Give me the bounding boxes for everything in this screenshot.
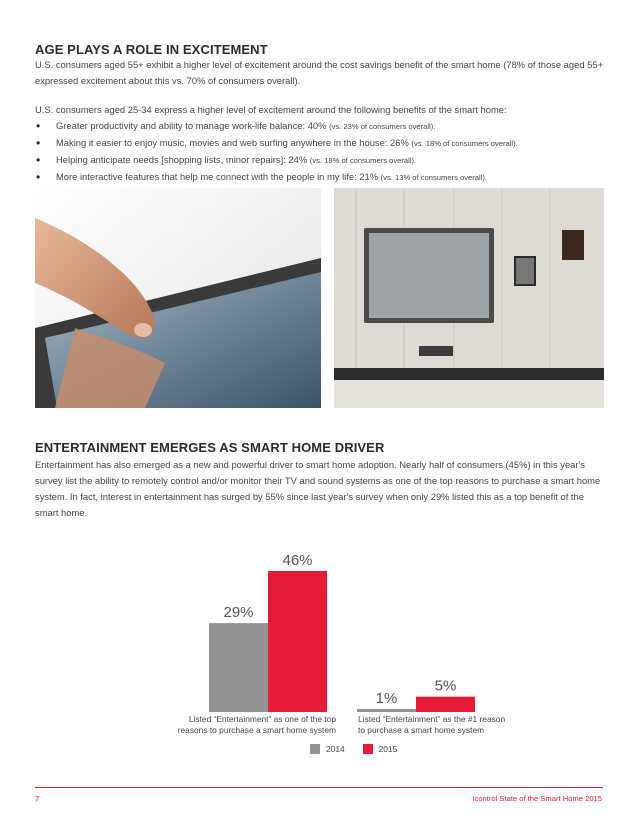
bullet-dot-icon: •	[36, 170, 41, 184]
chart-legend	[310, 744, 397, 754]
bullet-item	[35, 169, 615, 186]
entertainment-paragraph: Entertainment has also emerged as a new and powerful driver to smart home adoption. Nearly half of consumers (45%) in this year's survey list the ability to remotely control and/or monitor their TV and sound systems as one of the top reasons to purchase a smart home system. In fact, interest in entertainment has surged by 55% since last year's survey when only 29% listed this as a top benefit of the smart home.	[35, 459, 601, 518]
bullet-dot-icon: •	[36, 119, 41, 133]
bullet-text: More interactive features that help me connect with the people in my life: 21%	[56, 171, 381, 182]
category-label-number-one	[358, 714, 505, 736]
tablet-touch-illustration	[35, 188, 321, 408]
legend-label-2015: 2015	[378, 744, 398, 754]
data-label-2015-number-one-reason: 5%	[434, 677, 457, 695]
bullet-note: (vs. 13% of consumers overall).	[380, 173, 488, 182]
legend-swatch-2015	[363, 744, 373, 754]
bullet-text: Helping anticipate needs [shopping lists, minor repairs]: 24%	[56, 154, 310, 165]
category-label-line: reasons to purchase a smart home system	[177, 725, 336, 735]
bullet-note: (vs. 18% of consumers overall).	[411, 139, 518, 148]
bullet-text: Making it easier to enjoy music, movies and web surfing anywhere in the house: 26%	[56, 137, 412, 148]
section-heading-entertainment: ENTERTAINMENT EMERGES AS SMART HOME DRIVER	[35, 440, 385, 455]
category-label-line: Listed “Entertainment” as the #1 reason	[358, 714, 506, 724]
legend-label-2014: 2014	[326, 744, 345, 754]
bullet-note: (vs. 23% of consumers overall).	[329, 122, 436, 131]
data-label-2015-top-reasons: 46%	[282, 552, 313, 569]
legend-item-2014	[310, 744, 345, 754]
tv-wall-photo	[334, 188, 604, 408]
category-label-line: to purchase a smart home system	[358, 725, 485, 735]
age-paragraph-55plus: U.S. consumers aged 55+ exhibit a higher level of excitement around the cost savings benefit of the smart home (78% of those aged 55+ expressed excitement about this vs. 70% of consumers overall).	[35, 59, 604, 86]
footer-divider	[35, 787, 603, 788]
tablet-touch-photo	[35, 188, 321, 408]
legend-item-2015	[363, 744, 398, 754]
bullet-item	[35, 135, 615, 152]
bar-2015-top-reasons	[268, 571, 327, 712]
age-paragraph-25-34: U.S. consumers aged 25-34 express a higher level of excitement around the following benefits of the smart home:	[35, 104, 507, 115]
bar-2015-number-one-reason	[416, 697, 475, 712]
benefits-bullet-list	[35, 118, 615, 186]
bar-2014-number-one-reason	[357, 709, 416, 712]
data-label-2014-top-reasons: 29%	[223, 604, 254, 622]
bullet-item	[35, 152, 615, 169]
category-label-line: Listed “Entertainment” as one of the top	[188, 714, 336, 724]
tv-wall-illustration	[334, 188, 604, 408]
legend-swatch-2014	[310, 744, 320, 754]
footer-title: Icontrol State of the Smart Home 2015	[472, 794, 602, 803]
bullet-note: (vs. 18% of consumers overall).	[309, 156, 417, 165]
bullet-dot-icon: •	[36, 136, 41, 150]
bullet-text: Greater productivity and ability to manage work-life balance: 40%	[56, 120, 330, 131]
section-heading-age: AGE PLAYS A ROLE IN EXCITEMENT	[35, 42, 268, 57]
bar-2014-top-reasons	[209, 623, 268, 712]
data-label-2014-number-one-reason: 1%	[375, 689, 398, 707]
bullet-dot-icon: •	[36, 153, 41, 167]
page-number: 7	[35, 794, 40, 803]
category-label-top-reasons	[152, 714, 336, 736]
bullet-item	[35, 118, 615, 135]
